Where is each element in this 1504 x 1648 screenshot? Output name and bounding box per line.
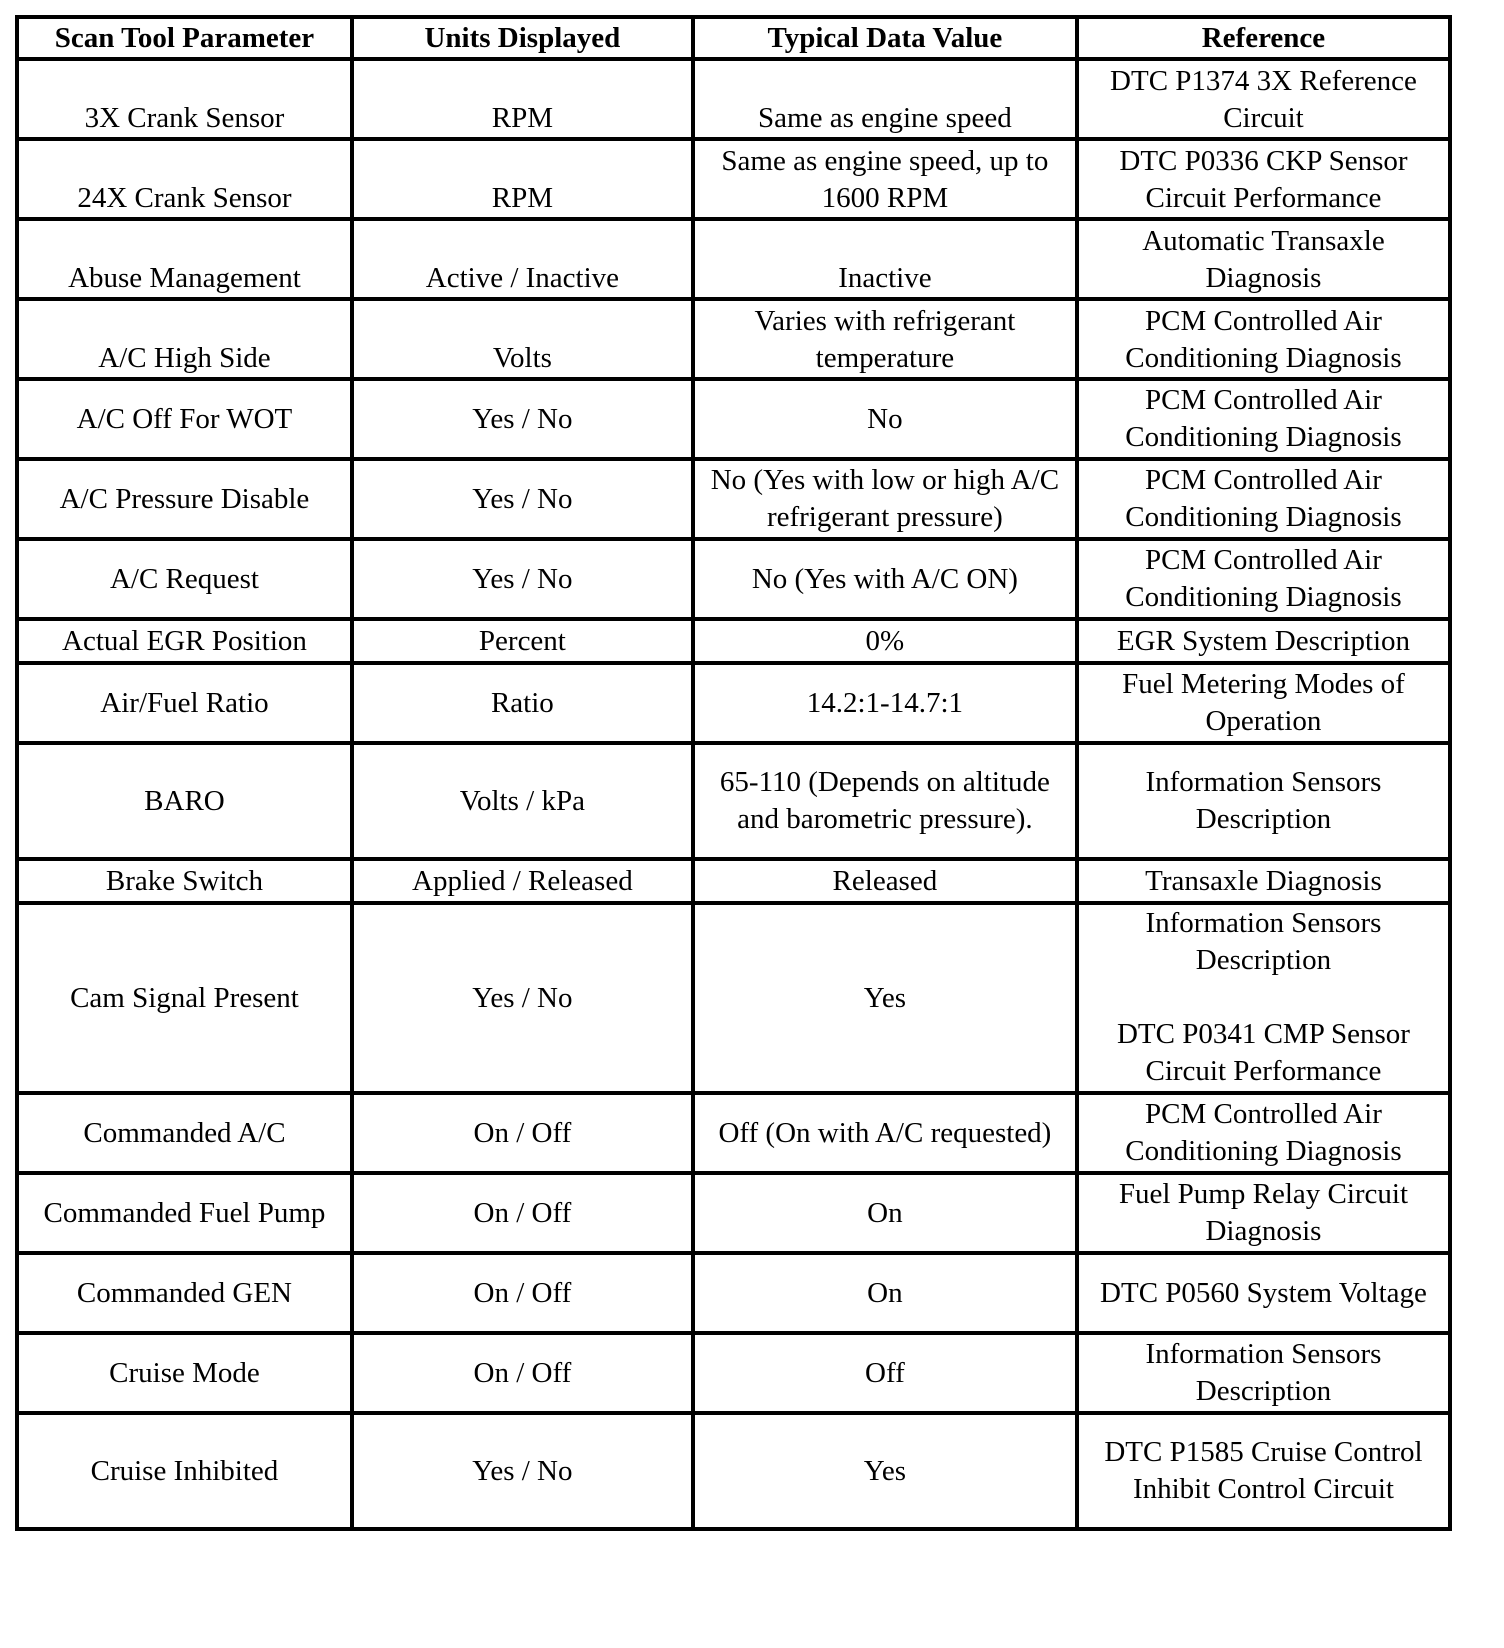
cell-parameter <box>17 1173 352 1253</box>
cell-reference <box>1077 663 1450 743</box>
cell-parameter <box>17 299 352 379</box>
cell-units-text: On / Off <box>473 1356 572 1389</box>
cell-typical-value <box>693 663 1077 743</box>
cell-reference <box>1077 139 1450 219</box>
cell-reference <box>1077 539 1450 619</box>
cell-typical-value-text: Inactive <box>838 262 932 294</box>
cell-units-text: Volts / kPa <box>459 784 585 817</box>
cell-units-text: RPM <box>491 102 554 134</box>
cell-units <box>352 219 693 299</box>
cell-units-text: On / Off <box>473 1196 572 1229</box>
cell-reference <box>1077 743 1450 859</box>
cell-reference <box>1077 459 1450 539</box>
cell-reference-text: PCM Controlled Air Conditioning Diagnosis <box>1125 544 1402 613</box>
cell-typical-value <box>693 139 1077 219</box>
header-typical-data-value: Typical Data Value <box>693 17 1077 59</box>
cell-reference <box>1077 903 1450 1093</box>
cell-parameter <box>17 743 352 859</box>
table-row <box>17 1333 1450 1413</box>
cell-units <box>352 1413 693 1529</box>
cell-typical-value <box>693 219 1077 299</box>
header-scan-tool-parameter: Scan Tool Parameter <box>17 17 352 59</box>
cell-reference-text: Transaxle Diagnosis <box>1145 864 1382 897</box>
cell-reference-text: Fuel Pump Relay Circuit Diagnosis <box>1118 1178 1409 1247</box>
cell-typical-value-text: On <box>867 1276 903 1309</box>
table-row <box>17 379 1450 459</box>
cell-parameter-text: Air/Fuel Ratio <box>100 686 269 719</box>
cell-typical-value <box>693 59 1077 139</box>
cell-typical-value-text: No <box>867 402 903 435</box>
table-row <box>17 539 1450 619</box>
cell-parameter-text: Commanded GEN <box>76 1276 292 1309</box>
cell-reference <box>1077 219 1450 299</box>
cell-units-text: RPM <box>491 182 554 214</box>
cell-reference <box>1077 1253 1450 1333</box>
cell-parameter <box>17 539 352 619</box>
cell-reference-text: DTC P1585 Cruise Control Inhibit Control Circuit <box>1104 1436 1423 1505</box>
cell-units <box>352 539 693 619</box>
table-row <box>17 1253 1450 1333</box>
cell-reference-text: Information Sensors Description DTC P0341 CMP Sensor Circuit Performance <box>1116 907 1410 1087</box>
cell-reference-text: DTC P1374 3X Reference Circuit <box>1110 65 1417 134</box>
cell-parameter <box>17 139 352 219</box>
cell-units-text: Yes / No <box>472 562 573 595</box>
scan-tool-parameter-table <box>15 15 1452 1531</box>
cell-units <box>352 743 693 859</box>
cell-typical-value-text: 14.2:1-14.7:1 <box>806 686 964 719</box>
cell-typical-value <box>693 903 1077 1093</box>
table-row <box>17 59 1450 139</box>
cell-units-text: Yes / No <box>472 482 573 515</box>
cell-units <box>352 1253 693 1333</box>
cell-units-text: Active / Inactive <box>425 262 620 294</box>
cell-units <box>352 459 693 539</box>
cell-typical-value-text: No (Yes with A/C ON) <box>751 562 1018 595</box>
cell-parameter-text: 24X Crank Sensor <box>77 182 292 214</box>
cell-typical-value <box>693 619 1077 663</box>
cell-typical-value <box>693 1253 1077 1333</box>
cell-units <box>352 1333 693 1413</box>
cell-parameter-text: Brake Switch <box>105 864 263 897</box>
cell-typical-value-text: 65-110 (Depends on altitude and barometric pressure). <box>719 766 1050 835</box>
cell-parameter-text: Cruise Mode <box>109 1356 260 1389</box>
cell-units-text: Yes / No <box>472 402 573 435</box>
table-row <box>17 1093 1450 1173</box>
cell-units-text: Ratio <box>490 686 554 719</box>
cell-typical-value-text: Same as engine speed <box>758 102 1012 134</box>
table-row <box>17 1413 1450 1529</box>
cell-units <box>352 1173 693 1253</box>
cell-units <box>352 663 693 743</box>
cell-reference <box>1077 619 1450 663</box>
cell-typical-value-text: No (Yes with low or high A/C refrigerant pressure) <box>710 464 1060 533</box>
cell-parameter <box>17 1333 352 1413</box>
cell-units <box>352 299 693 379</box>
cell-parameter-text: A/C Pressure Disable <box>59 482 310 515</box>
cell-typical-value <box>693 1413 1077 1529</box>
cell-typical-value-text: Released <box>832 864 938 897</box>
table-row <box>17 619 1450 663</box>
table-row <box>17 299 1450 379</box>
cell-reference <box>1077 1093 1450 1173</box>
cell-typical-value <box>693 539 1077 619</box>
cell-parameter <box>17 859 352 903</box>
cell-reference-text: DTC P0336 CKP Sensor Circuit Performance <box>1119 145 1408 214</box>
table-row <box>17 459 1450 539</box>
cell-reference-text: Information Sensors Description <box>1145 766 1382 835</box>
cell-typical-value-text: On <box>867 1196 903 1229</box>
cell-typical-value-text: Same as engine speed, up to 1600 RPM <box>721 145 1049 214</box>
cell-units <box>352 379 693 459</box>
cell-typical-value <box>693 743 1077 859</box>
cell-units-text: Yes / No <box>472 981 573 1014</box>
cell-parameter <box>17 619 352 663</box>
cell-parameter-text: A/C Request <box>109 562 259 595</box>
header-units-displayed: Units Displayed <box>352 17 693 59</box>
table-header-row <box>17 17 1450 59</box>
cell-units <box>352 859 693 903</box>
cell-typical-value <box>693 459 1077 539</box>
cell-reference <box>1077 299 1450 379</box>
cell-parameter-text: Cam Signal Present <box>70 981 299 1014</box>
cell-parameter <box>17 59 352 139</box>
cell-reference-text: DTC P0560 System Voltage <box>1100 1276 1427 1309</box>
cell-units-text: On / Off <box>473 1116 572 1149</box>
cell-reference-text: PCM Controlled Air Conditioning Diagnosis <box>1125 305 1402 374</box>
cell-typical-value-text: Varies with refrigerant temperature <box>754 305 1016 374</box>
cell-typical-value <box>693 1333 1077 1413</box>
cell-units <box>352 1093 693 1173</box>
cell-reference-text: PCM Controlled Air Conditioning Diagnosis <box>1125 384 1402 453</box>
cell-parameter <box>17 1093 352 1173</box>
cell-parameter <box>17 663 352 743</box>
cell-parameter-text: Abuse Management <box>68 262 301 294</box>
cell-parameter <box>17 903 352 1093</box>
cell-reference-text: PCM Controlled Air Conditioning Diagnosis <box>1125 464 1402 533</box>
cell-typical-value-text: Yes <box>863 1454 906 1487</box>
cell-reference <box>1077 859 1450 903</box>
cell-parameter <box>17 1413 352 1529</box>
cell-reference-text: Automatic Transaxle Diagnosis <box>1142 225 1385 294</box>
cell-units <box>352 59 693 139</box>
header-reference: Reference <box>1077 17 1450 59</box>
cell-typical-value <box>693 1093 1077 1173</box>
cell-reference <box>1077 59 1450 139</box>
cell-typical-value <box>693 379 1077 459</box>
cell-parameter-text: A/C High Side <box>98 342 271 374</box>
cell-reference <box>1077 1413 1450 1529</box>
cell-parameter <box>17 219 352 299</box>
table-row <box>17 743 1450 859</box>
cell-reference-text: Fuel Metering Modes of Operation <box>1122 668 1405 737</box>
table-row <box>17 1173 1450 1253</box>
table-row <box>17 859 1450 903</box>
table-row <box>17 903 1450 1093</box>
cell-parameter-text: 3X Crank Sensor <box>84 102 285 134</box>
cell-typical-value-text: 0% <box>865 624 905 657</box>
cell-reference-text: EGR System Description <box>1116 624 1411 657</box>
cell-typical-value <box>693 859 1077 903</box>
cell-parameter-text: A/C Off For WOT <box>76 402 293 435</box>
table-row <box>17 139 1450 219</box>
table-row <box>17 219 1450 299</box>
cell-parameter-text: Commanded A/C <box>83 1116 286 1149</box>
cell-reference <box>1077 1173 1450 1253</box>
cell-typical-value <box>693 299 1077 379</box>
cell-units-text: Volts <box>492 342 552 374</box>
cell-reference <box>1077 1333 1450 1413</box>
cell-parameter-text: Cruise Inhibited <box>90 1454 279 1487</box>
table-row <box>17 663 1450 743</box>
cell-units-text: Percent <box>478 624 566 657</box>
cell-parameter-text: BARO <box>144 784 225 817</box>
cell-typical-value-text: Off (On with A/C requested) <box>718 1116 1052 1149</box>
cell-parameter-text: Actual EGR Position <box>62 624 307 657</box>
cell-parameter <box>17 1253 352 1333</box>
cell-parameter <box>17 379 352 459</box>
cell-reference-text: Information Sensors Description <box>1145 1338 1382 1407</box>
cell-units-text: On / Off <box>473 1276 572 1309</box>
cell-units <box>352 903 693 1093</box>
cell-typical-value <box>693 1173 1077 1253</box>
cell-units <box>352 139 693 219</box>
cell-parameter <box>17 459 352 539</box>
cell-reference <box>1077 379 1450 459</box>
cell-parameter-text: Commanded Fuel Pump <box>43 1196 326 1229</box>
cell-units <box>352 619 693 663</box>
cell-reference-text: PCM Controlled Air Conditioning Diagnosis <box>1125 1098 1402 1167</box>
cell-units-text: Applied / Released <box>412 864 633 897</box>
cell-units-text: Yes / No <box>472 1454 573 1487</box>
cell-typical-value-text: Off <box>865 1356 905 1389</box>
cell-typical-value-text: Yes <box>863 981 906 1014</box>
